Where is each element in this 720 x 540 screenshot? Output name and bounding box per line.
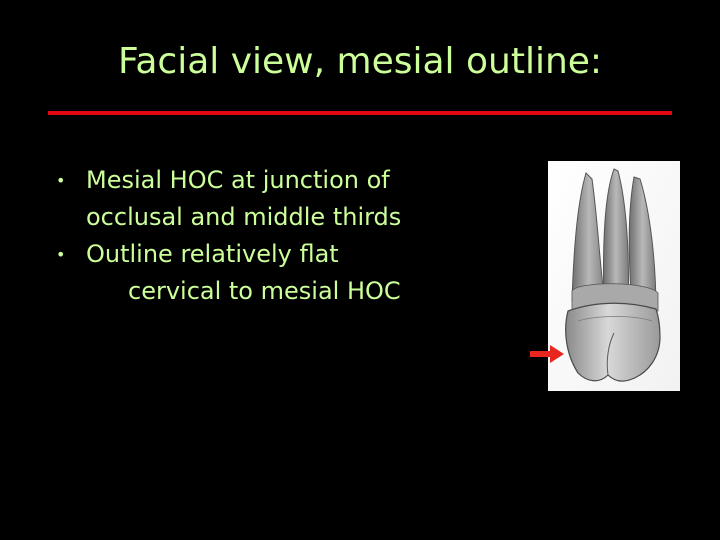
bullet-item xyxy=(56,162,516,236)
tooth-illustration xyxy=(548,161,680,391)
slide-title: Facial view, mesial outline: xyxy=(117,41,603,82)
title-divider xyxy=(48,111,672,115)
bullet-text-line: Mesial HOC at junction of xyxy=(86,166,390,194)
right-arrow-icon xyxy=(528,344,566,364)
bullet-text-line: cervical to mesial HOC xyxy=(128,277,401,305)
bullet-list xyxy=(56,162,516,310)
bullet-marker: • xyxy=(56,245,66,264)
bullet-item xyxy=(56,236,516,310)
bullet-text-line: Outline relatively flat xyxy=(86,240,339,268)
bullet-text-line: occlusal and middle thirds xyxy=(86,203,402,231)
bullet-marker: • xyxy=(56,171,66,190)
